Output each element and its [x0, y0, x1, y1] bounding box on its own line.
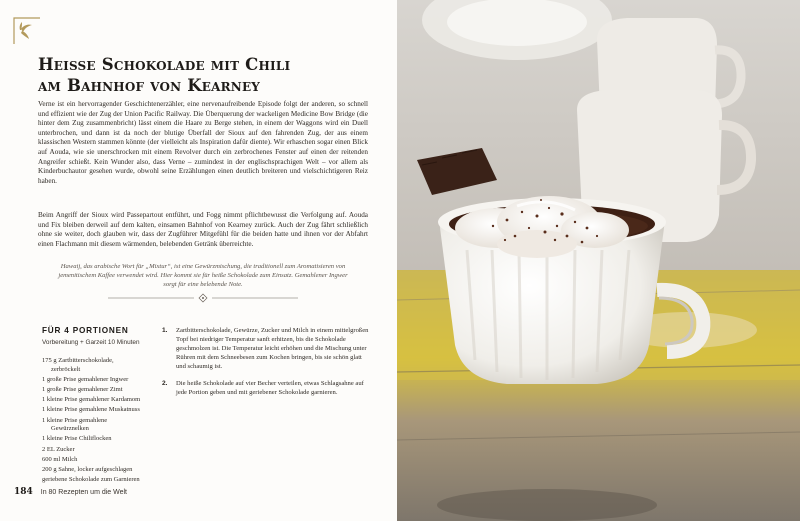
ingredient-item: 1 kleine Prise gemahlener Kardamom: [42, 396, 141, 404]
left-page: [0, 0, 397, 521]
photo-illustration: [397, 0, 800, 521]
title-line-1: Heisse Schokolade mit Chili: [38, 55, 291, 74]
ingredient-item: 1 große Prise gemahlener Ingwer: [42, 375, 129, 383]
hot-chocolate-photo: [397, 0, 800, 521]
book-title: In 80 Rezepten um die Welt: [40, 489, 128, 496]
recipe-title: [38, 54, 368, 96]
step-number: 2.: [162, 380, 168, 387]
intro-paragraph-2: Beim Angriff der Sioux wird Passepartout entführt, und Fogg nimmt pflichtbewusst die Verfolgung auf. Aouda und Fix bleiben derweil auf dem kalten, einsamen Bahnhof von Kearney zurück. Auch der Zug fährt schließlich ohne sie weiter, doch glauben wir, dass der Zugführer Mitgefühl für die beiden hatte und ihnen vor der Abfahrt einen Flachmann mit diesem wärmenden, belebenden Getränk überreichte.: [38, 211, 368, 248]
step-text: Zartbitterschokolade, Gewürze, Zucker und Milch in einem mittelgroßen Topf bei niedriger Temperatur sanft erhitzen, bis die Schokolade geschmolzen ist. Die Temperatur leicht erhöhen und die Mischung unter Rühren mit dem Schneebesen zum Kochen bringen, bis sie schön glatt und schaumig ist.: [176, 327, 369, 370]
ingredient-item: 1 kleine Prise Chiliflocken: [42, 435, 112, 443]
ingredient-item: 1 große Prise gemahlener Zimt: [42, 385, 123, 393]
hawaij-note: Hawaij, das arabische Wort für „Mixtur“, ist eine Gewürzmischung, die traditionell zum Aromatisieren von jemenitischem Kaffee verwendet wird. Hier kommt sie für heiße Schokolade zum Einsatz. Gemahlener Ingwer sorgt für eine belebende Note.: [58, 263, 348, 288]
step-list: [162, 326, 372, 405]
step-text: Die heiße Schokolade auf vier Becher verteilen, etwas Schlagsahne auf jede Portion geben und mit geriebener Schokolade garnieren.: [176, 380, 364, 396]
portions-heading: FÜR 4 PORTIONEN: [42, 326, 129, 335]
ingredient-item: 1 kleine Prise gemahlene Gewürznelken: [42, 416, 108, 433]
step-number: 1.: [162, 327, 168, 334]
ingredient-list: [42, 357, 158, 486]
intro-paragraph-1: Verne ist ein hervorragender Geschichtenerzähler, eine nervenaufreibende Episode folgt der anderen, so schnell und effizient wie der Zug der Union Pacific Railway. Die Überquerung der wackeligen Medicine Bow Bridge (die hinter dem Zug zusammenbricht) lässt einem die Haare zu Berge stehen, in einem der Waggons wird ein Duell unterbrochen, und dann ist da noch der blutige Überfall der Sioux auf den fahrenden Zug, der aus einem klassischen Western stammen könnte (der vielleicht als Inspiration dafür diente). Wir erhaschen sogar einen Blick auf Aouda, wie sie unerschrocken mit einem Revolver durch ein zerbrochenes Fenster auf einen der reitenden Angreifer schießt. Kein Wunder also, dass Verne – zumindest in der englischsprachigen Welt – vor allem als Kinderbuchautor gesehen wurde, obwohl seine Erzählungen einen deutlich breiteren und vielschichtigeren Reiz haben.: [38, 100, 368, 185]
ingredient-item: 1 kleine Prise gemahlene Muskatnuss: [42, 406, 140, 414]
step-item: [162, 379, 372, 397]
page-number: 184: [14, 487, 33, 497]
prep-time: Vorbereitung + Garzeit 10 Minuten: [42, 339, 140, 346]
ingredient-item: 200 g Sahne, locker aufgeschlagen: [42, 465, 133, 473]
ingredient-item: geriebene Schokolade zum Garnieren: [42, 476, 140, 484]
ingredient-item: 600 ml Milch: [42, 455, 78, 463]
ingredient-item: 175 g Zartbitterschokolade, zerbröckelt: [42, 357, 114, 373]
title-line-2: am Bahnhof von Kearney: [38, 76, 261, 95]
ingredient-item: 2 EL Zucker: [42, 445, 75, 453]
corner-ornament-icon: [12, 16, 42, 46]
page-footer: [14, 487, 127, 497]
step-item: [162, 326, 372, 371]
ornamental-divider-icon: [108, 293, 298, 303]
